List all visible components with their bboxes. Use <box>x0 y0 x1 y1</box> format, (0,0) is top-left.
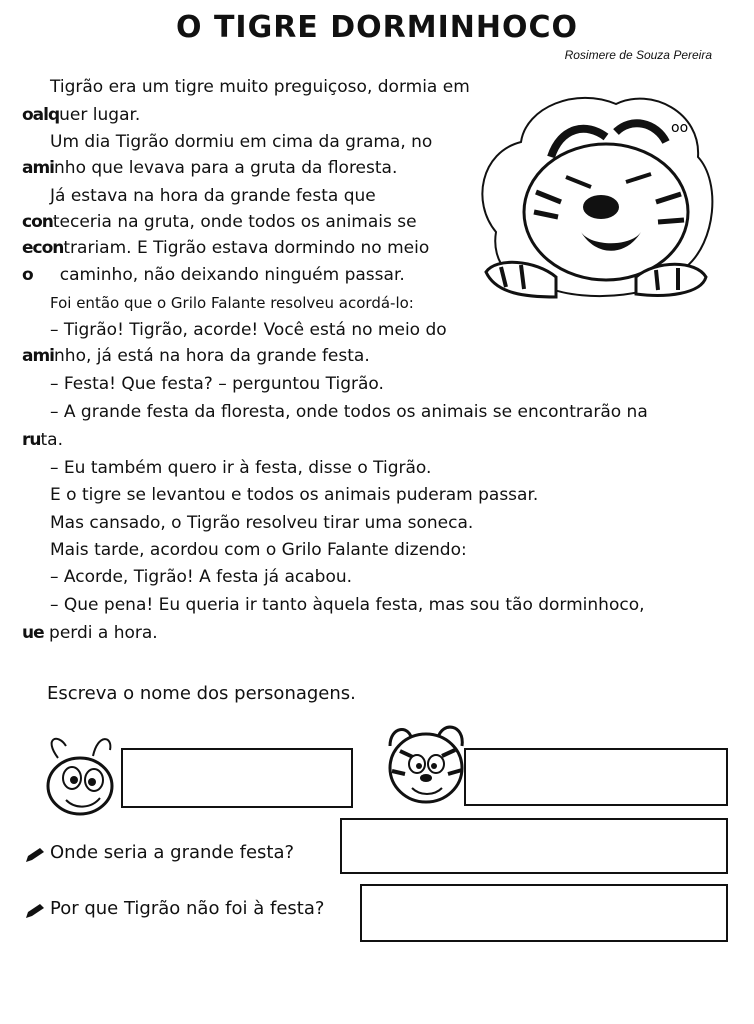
sleeping-tiger-illustration <box>466 82 722 308</box>
tiger-name-answer-box[interactable] <box>464 748 728 806</box>
story-line: – Tigrão! Tigrão, acorde! Você está no meio do <box>50 320 447 340</box>
pencil-bullet-icon <box>24 902 46 920</box>
story-line: oalquer lugar. <box>22 105 141 125</box>
story-line: aminho, já está na hora da grande festa. <box>22 346 370 366</box>
story-line: – A grande festa da floresta, onde todos os animais se encontrarão na <box>50 402 648 422</box>
story-line: – Que pena! Eu queria ir tanto àquela festa, mas sou tão dorminhoco, <box>50 595 645 615</box>
story-line: Um dia Tigrão dormiu em cima da grama, no <box>50 132 433 152</box>
story-line: Mas cansado, o Tigrão resolveu tirar uma soneca. <box>50 513 474 533</box>
story-line: aminho que levava para a gruta da floresta. <box>22 158 398 178</box>
svg-text:oo: oo <box>671 120 689 136</box>
story-line: E o tigre se levantou e todos os animais puderam passar. <box>50 485 539 505</box>
story-line: Já estava na hora da grande festa que <box>50 186 376 206</box>
question-1-answer-box[interactable] <box>340 818 728 874</box>
question-2-answer-box[interactable] <box>360 884 728 942</box>
story-line: – Eu também quero ir à festa, disse o Tigrão. <box>50 458 432 478</box>
exercise-instruction: Escreva o nome dos personagens. <box>47 683 356 704</box>
story-line: ue perdi a hora. <box>22 623 158 643</box>
author-name: Rosimere de Souza Pereira <box>564 48 712 62</box>
story-line: Foi então que o Grilo Falante resolveu acordá-lo: <box>50 294 414 312</box>
story-line: ruta. <box>22 430 63 450</box>
cricket-name-answer-box[interactable] <box>121 748 353 808</box>
question-1: Onde seria a grande festa? <box>50 842 295 863</box>
story-line: Tigrão era um tigre muito preguiçoso, dormia em <box>50 77 470 97</box>
story-line: Mais tarde, acordou com o Grilo Falante dizendo: <box>50 540 467 560</box>
story-line: conteceria na gruta, onde todos os animais se <box>22 212 417 232</box>
story-line: – Acorde, Tigrão! A festa já acabou. <box>50 567 353 587</box>
page-title: O TIGRE DORMINHOCO <box>176 10 578 45</box>
story-line: o caminho, não deixando ninguém passar. <box>22 265 405 285</box>
cricket-face-icon <box>38 728 128 820</box>
pencil-bullet-icon <box>24 846 46 864</box>
tiger-face-icon <box>380 716 472 808</box>
story-line: econtrariam. E Tigrão estava dormindo no meio <box>22 238 430 258</box>
question-2: Por que Tigrão não foi à festa? <box>50 898 325 919</box>
story-line: – Festa! Que festa? – perguntou Tigrão. <box>50 374 384 394</box>
